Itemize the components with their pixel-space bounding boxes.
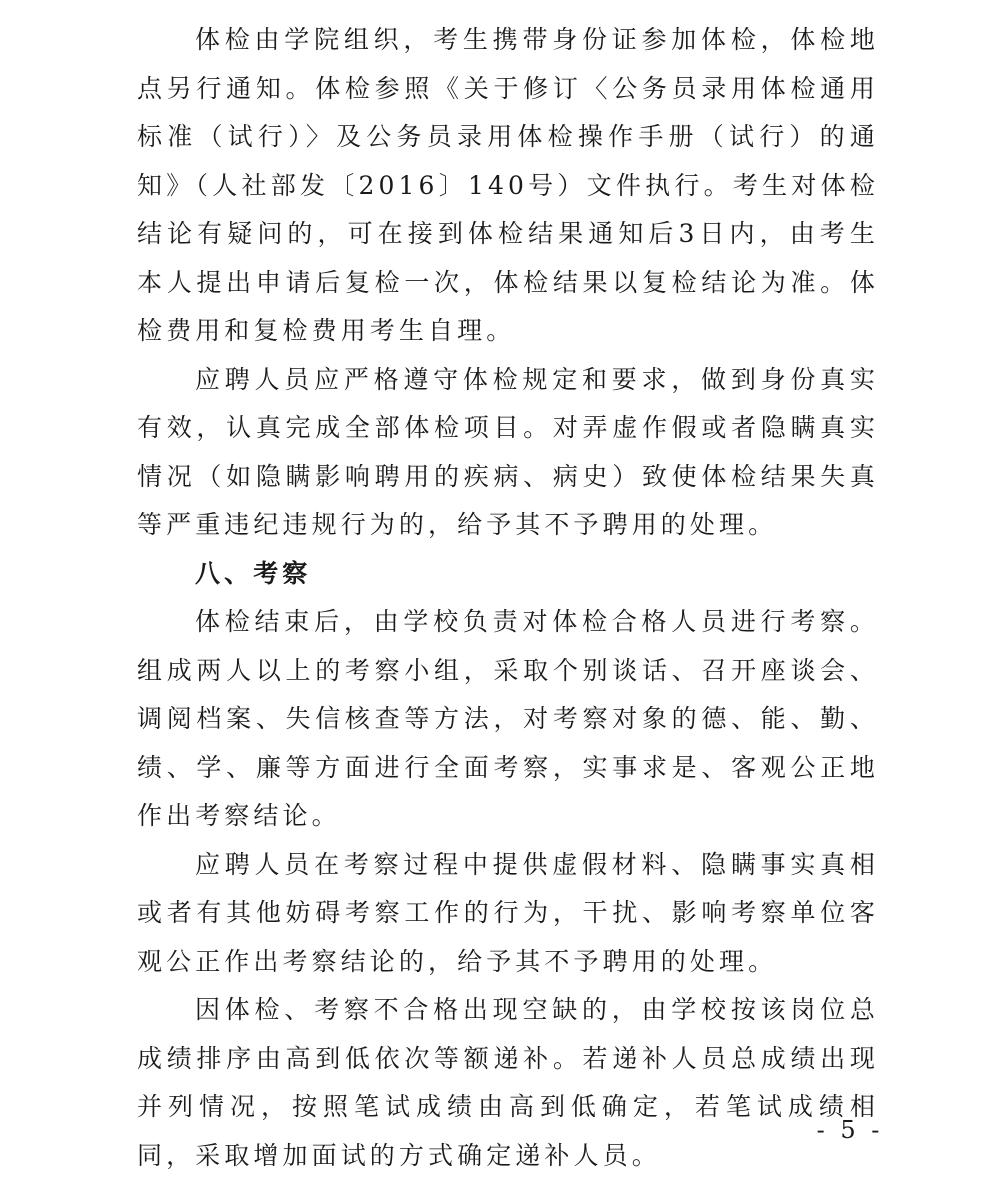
paragraph-inspection-process: 体检结束后，由学校负责对体检合格人员进行考察。组成两人以上的考察小组，采取个别谈话、召开座谈会、调阅档案、失信核查等方法，对考察对象的德、能、勤、绩、学、廉等方面进行全面考察，实事求是、客观公正地作出考察结论。	[137, 607, 879, 830]
page-number: - 5 -	[816, 1116, 884, 1144]
paragraph-vacancy-replacement: 因体检、考察不合格出现空缺的，由学校按该岗位总成绩排序由高到低依次等额递补。若递补人员总成绩出现并列情况，按照笔试成绩由高到低确定，若笔试成绩相同，采取增加面试的方式确定递补人员。	[137, 995, 879, 1170]
section-heading-inspection: 八、考察	[195, 558, 312, 588]
document-body	[137, 16, 879, 1180]
paragraph-physical-exam: 体检由学院组织，考生携带身份证参加体检，体检地点另行通知。体检参照《关于修订〈公务员录用体检通用标准（试行）〉及公务员录用体检操作手册（试行）的通知》（人社部发〔2016〕140号）文件执行。考生对体检结论有疑问的，可在接到体检结果通知后3日内，由考生本人提出申请后复检一次，体检结果以复检结论为准。体检费用和复检费用考生自理。	[137, 25, 879, 345]
paragraph-exam-rules: 应聘人员应严格遵守体检规定和要求，做到身份真实有效，认真完成全部体检项目。对弄虚作假或者隐瞒真实情况（如隐瞒影响聘用的疾病、病史）致使体检结果失真等严重违纪违规行为的，给予其不予聘用的处理。	[137, 364, 879, 539]
paragraph-inspection-misconduct: 应聘人员在考察过程中提供虚假材料、隐瞒事实真相或者有其他妨碍考察工作的行为，干扰、影响考察单位客观公正作出考察结论的，给予其不予聘用的处理。	[137, 849, 879, 976]
